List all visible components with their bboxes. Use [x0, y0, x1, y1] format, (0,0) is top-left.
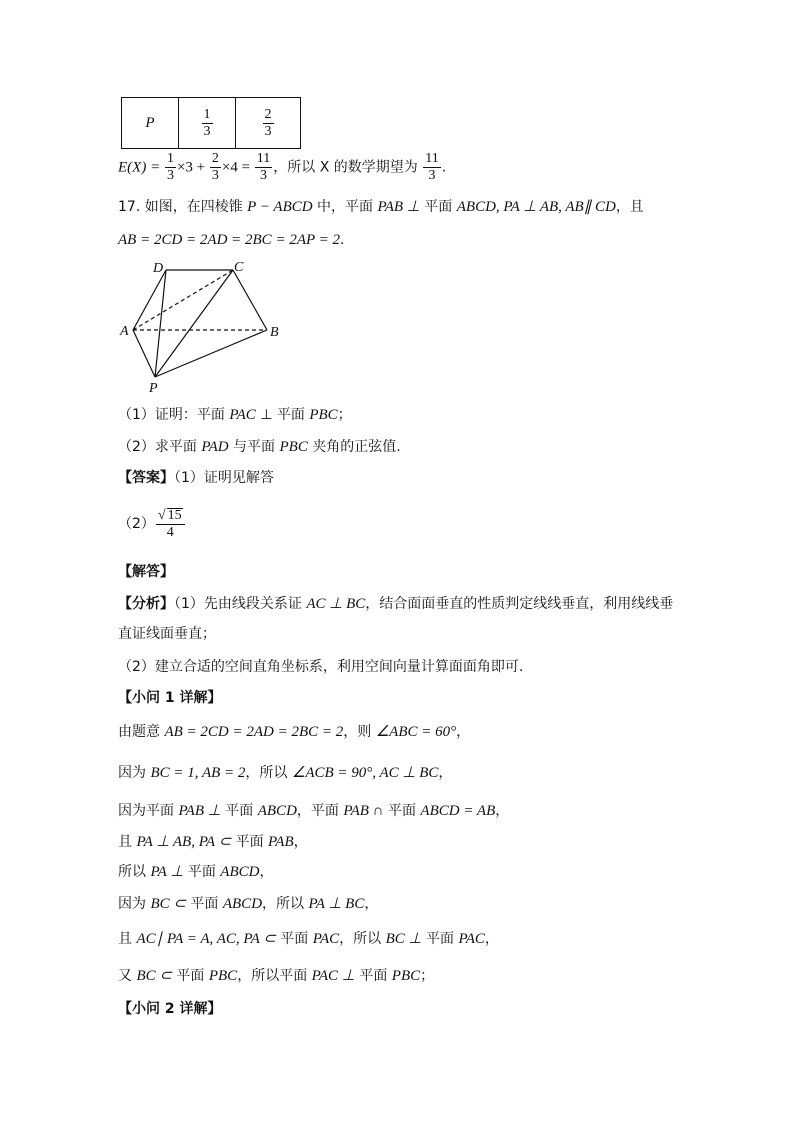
sqrt-fraction: $\frac{√ 15}{4}$ — [156, 508, 185, 540]
analysis-line-3: （2）建立合适的空间直角坐标系，利用空间向量计算面面角即可. — [118, 659, 524, 675]
analysis-line-2: 直证线面垂直； — [118, 626, 216, 642]
table-cell — [236, 98, 301, 149]
edge-CB — [233, 270, 267, 330]
label-P: P — [149, 381, 158, 396]
proof-line-2: 因为 BC = 1, AB = 2，所以 ∠ACB = 90°, AC ⊥ BC， — [118, 765, 453, 781]
proof-line-7: 且 AC∣ PA = A, AC, PA ⊂ 平面 PAC，所以 BC ⊥ 平面 PAC， — [118, 931, 499, 947]
analysis-line-1: 【分析】（1）先由线段关系证 AC ⊥ BC，结合面面垂直的性质判定线线垂直，利用线线垂 — [118, 596, 674, 612]
question-1: （1）证明：平面 PAC ⊥ 平面 PBC； — [118, 407, 352, 423]
proof-line-6: 因为 BC ⊂ 平面 ABCD，所以 PA ⊥ BC， — [118, 896, 379, 912]
problem-line-2: AB = 2CD = 2AD = 2BC = 2AP = 2. — [118, 232, 345, 248]
distribution-table — [121, 97, 301, 149]
fraction: $\frac{2}{3}$ — [264, 106, 272, 139]
sub2-heading: 【小问 2 详解】 — [118, 1001, 222, 1017]
solution-heading: 【解答】 — [118, 564, 174, 580]
answer-line-1: 【答案】（1）证明见解答 — [118, 470, 274, 486]
proof-line-4: 且 PA ⊥ AB, PA ⊂ 平面 PAB， — [118, 834, 308, 850]
proof-line-8: 又 BC ⊂ 平面 PBC，所以平面 PAC ⊥ 平面 PBC； — [118, 968, 435, 984]
fraction: $\frac{1}{3}$ — [203, 106, 211, 139]
label-A: A — [120, 324, 129, 339]
table-header-cell: P — [122, 98, 179, 149]
sub1-heading: 【小问 1 详解】 — [118, 690, 222, 706]
expectation-line: E(X) = $\frac{1}{3}$ ×3 + $\frac{2}{3}$ ×4 = $\frac{11}{3}$ ，所以 X 的数学期望为 $\frac{11}{3}$ . — [118, 151, 447, 183]
label-B: B — [270, 325, 279, 340]
pyramid-figure — [115, 256, 295, 396]
label-D: D — [153, 261, 164, 276]
label-C: C — [234, 260, 244, 275]
problem-line-1: 17. 如图，在四棱锥 P − ABCD 中，平面 PAB ⊥ 平面 ABCD, PA ⊥ AB, AB∥ CD，且 — [118, 199, 644, 215]
edge-AP — [133, 330, 155, 377]
table-cell — [179, 98, 236, 149]
answer-line-2: （2） $\frac{√ 15}{4}$ — [118, 508, 186, 540]
edge-AC-dashed — [133, 270, 233, 330]
proof-line-3: 因为平面 PAB ⊥ 平面 ABCD，平面 PAB ∩ 平面 ABCD = AB， — [118, 803, 510, 819]
proof-line-5: 所以 PA ⊥ 平面 ABCD， — [118, 864, 274, 880]
proof-line-1: 由题意 AB = 2CD = 2AD = 2BC = 2，则 ∠ABC = 60°， — [118, 724, 471, 740]
question-2: （2）求平面 PAD 与平面 PBC 夹角的正弦值. — [118, 439, 401, 455]
table-row — [122, 98, 301, 149]
